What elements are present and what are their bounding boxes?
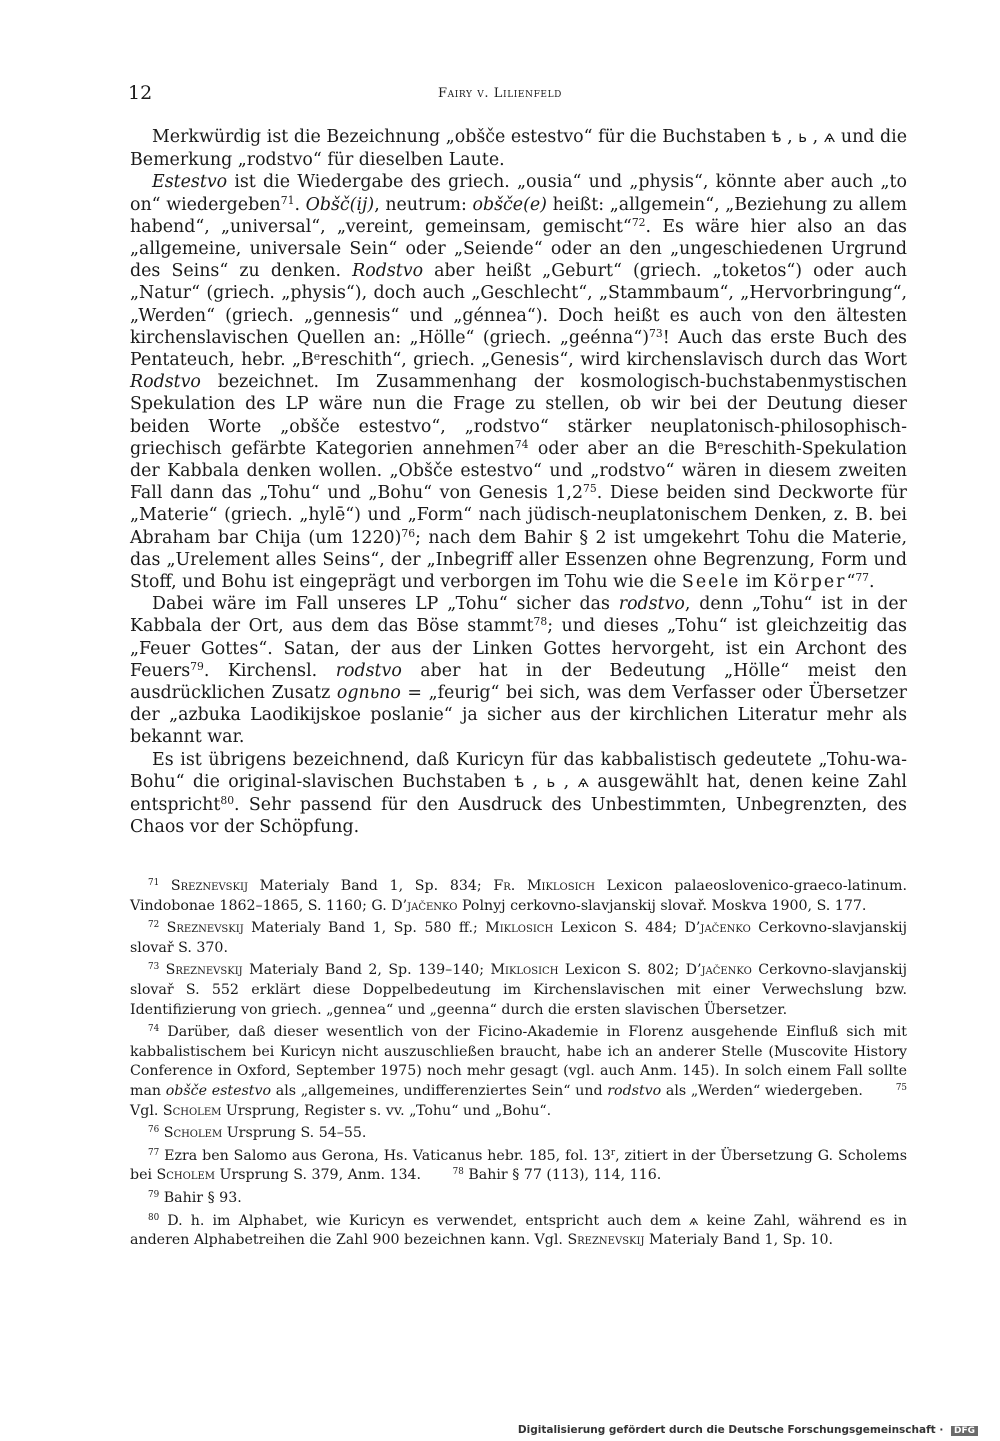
footnote-78-num: 78 (452, 1167, 464, 1178)
footnote-ref-74[interactable]: 74 (514, 437, 529, 451)
paragraph-4: Es ist übrigens bezeichnend, daß Kuricyn für das kabbalistisch gedeutete „Tohu-wa-Bohu“ die original-slavischen Buchstaben ѣ , ь , ѧ ausgewählt hat, denen keine Zahl entspricht$^{80}$. Sehr passend für den Ausdruck des Unbestimmten, Unbegrenzten, des Chaos vor der Schöpfung. (130, 749, 907, 838)
page-number: 12 (128, 82, 153, 104)
cyrillic-little-yus-glyph: ѧ (823, 129, 836, 146)
footnote-77: $^{77}$ Ezra ben Salomo aus Gerona, Hs. Vaticanus hebr. 185, fol. 13$^r$, zitiert in der Übersetzung G. Scholems bei Scholem Ursprung S. 379, Anm. 134. $^{78}$ Bahir § 77 (113), 114, 116. (130, 1147, 907, 1184)
running-head: Fairy v. Lilienfeld (438, 86, 562, 101)
footnote-71: $^{71}$ Sreznevskij Materialy Band 1, Sp. 834; Fr. Miklosich Lexicon palaeoslovenico-graeco-latinum. Vindobonae 1862–1865, S. 1160; G. D’jačenko Polnyj cerkovno-slavjanskij slovař. Moskva 1900, S. 177. (130, 878, 907, 914)
footnote-ref-71[interactable]: 71 (280, 193, 295, 207)
footnote-75-num: 75 (895, 1083, 908, 1094)
footnote-ref-80[interactable]: 80 (220, 794, 235, 808)
footnote-76: $^{76}$ Scholem Ursprung S. 54–55. (148, 1125, 367, 1142)
paragraph-2: Estestvo ist die Wiedergabe des griech. „ousia“ und „physis“, könnte aber auch „to on“ wiedergeben$^{71}$. Obšč(ij), neutrum: obšče(e) heißt: „allgemein“, „Beziehung zu allem habend“, „universal“, „vereint, gemeinsam, gemischt“$^{72}$. Es wäre hier also an das „allgemeine, universale Sein“ oder „Seiende“ oder an den „ungeschiedenen Urgrund des Seins“ zu denken. Rodstvo aber heißt „Geburt“ (griech. „toketos“) oder auch „Natur“ (griech. „physis“), doch auch „Geschlecht“, „Stammbaum“, „Hervorbringung“, „Werden“ (griech. „gennesis“ und „génnea“). Doch heißt es auch von den ältesten kirchenslavischen Quellen an: „Hölle“ (griech. „geénna“)$^{73}$! Auch das erste Buch des Pentateuch, hebr. $„B^ereschith“$, griech. „Genesis“, wird kirchenslavisch durch das Wort Rodstvo bezeichnet. Im Zusammenhang der kosmologisch-buchstabenmystischen Spekulation des LP wäre nun die Frage zu stellen, ob wir bei der Deutung dieser beiden Worte „obšče estestvo“, „rodstvo“ stärker neuplatonisch-philosophisch-griechisch gefärbte Kategorien annehmen$^{74}$ oder aber an die $B^ereschith$-Spekulation der Kabbala denken wollen. „Obšče estestvo“ und „rodstvo“ wären in diesem zweiten Fall dann das „Tohu“ und „Bohu“ von Genesis $1,2^{75}$. Diese beiden sind Deckworte für „Materie“ (griech. „hylē“) und „Form“ nach jüdisch-neuplatonischem Denken, z. B. bei Abraham bar Chija (um 1220)$^{76}$; nach dem Bahir § 2 ist umgekehrt Tohu die Materie, das „Urelement alles Seins“, der „Inbegriff aller Essenzen ohne Begrenzung, Form und Stoff, und Bohu ist eingeprägt und verborgen im Tohu wie die Seele im Körper“$^{77}$. (130, 172, 907, 593)
footnote-73: $^{73}$ Sreznevskij Materialy Band 2, Sp. 139–140; Miklosich Lexicon S. 802; D’jačenko Cerkovno-slavjanskij slovař S. 552 erklärt diese Doppelbedeutung im Kirchenslavischen mit einer Verwechslung bzw. Identifizierung von griech. „gennea“ und „geenna“ durch die ersten slavischen Übersetzer. (130, 962, 907, 1018)
dfg-footer: Digitalisierung gefördert durch die Deutsche Forschungsgemeinschaft · DFG (518, 1424, 978, 1436)
footnote-80: $^{80}$ D. h. im Alphabet, wie Kuricyn es verwendet, entspricht auch dem ѧ keine Zahl, während es in anderen Alphabetreihen die Zahl 900 bezeichnen kann. Vgl. Sreznevskij Materialy Band 1, Sp. 10. (130, 1212, 907, 1249)
main-text (130, 126, 907, 839)
footnote-ref-77[interactable]: 77 (855, 571, 870, 585)
footnote-ref-73[interactable]: 73 (649, 326, 663, 340)
footnote-ref-79[interactable]: 79 (190, 659, 204, 673)
footnote-ref-76[interactable]: 76 (401, 526, 416, 540)
footnote-79: $^{79}$ Bahir § 93. (148, 1189, 242, 1206)
footnote-74: $^{74}$ Darüber, daß dieser wesentlich von der Ficino-Akademie in Florenz ausgehende Einfluß sich mit kabbalistischem bei Kuricyn nicht auszuschließen braucht, habe ich an anderer Stelle (Muscovite History Conference in Oxford, September 1975) noch mehr gesagt (vgl. auch Anm. 145). In solch einem Fall sollte man obšče estestvo als „allgemeines, undifferenziertes Sein“ und rodstvo als „Werden“ wiedergeben. $^{75}$ Vgl. Scholem Ursprung, Register s. vv. „Tohu“ und „Bohu“. (130, 1024, 908, 1119)
cyrillic-yat-glyph: ѣ (514, 773, 525, 791)
dfg-logo: DFG (951, 1426, 978, 1436)
cyrillic-little-yus-glyph: ѧ (689, 1213, 699, 1228)
paragraph-3: Dabei wäre im Fall unseres LP „Tohu“ sicher das rodstvo, denn „Tohu“ ist in der Kabbala der Ort, aus dem das Böse stammt$^{78}$; und dieses „Tohu“ ist gleichzeitig das „Feuer Gottes“. Satan, der aus der Linken Gottes hervorgeht, ist ein Archont des Feuers$^{79}$. Kirchensl. rodstvo aber hat in der Bedeutung „Hölle“ meist den ausdrücklichen Zusatz ognьno = „feurig“ bei sich, was dem Verfasser oder Übersetzer der „azbuka Laodikijskoe poslanie“ ja sicher aus der kirchlichen Literatur mehr als bekannt war. (130, 594, 907, 748)
cyrillic-little-yus-glyph: ѧ (577, 773, 590, 791)
footnote-ref-72[interactable]: 72 (631, 215, 646, 229)
footnote-72: $^{72}$ Sreznevskij Materialy Band 1, Sp. 580 ff.; Miklosich Lexicon S. 484; D’jačenko Cerkovno-slavjanskij slovař S. 370. (130, 920, 907, 956)
footnote-ref-75[interactable]: 75 (583, 482, 597, 496)
cyrillic-yat-glyph: ѣ (771, 129, 782, 146)
paragraph-1: Merkwürdig ist die Bezeichnung „obšče estestvo“ für die Buchstaben ѣ , ь , ѧ und die Bemerkung „rodstvo“ für dieselben Laute. (130, 127, 908, 171)
cyrillic-soft-sign-glyph: ь (798, 129, 808, 146)
cyrillic-soft-sign-glyph: ь (546, 773, 556, 791)
footnotes (130, 877, 907, 1254)
footnote-ref-78[interactable]: 78 (533, 615, 548, 629)
